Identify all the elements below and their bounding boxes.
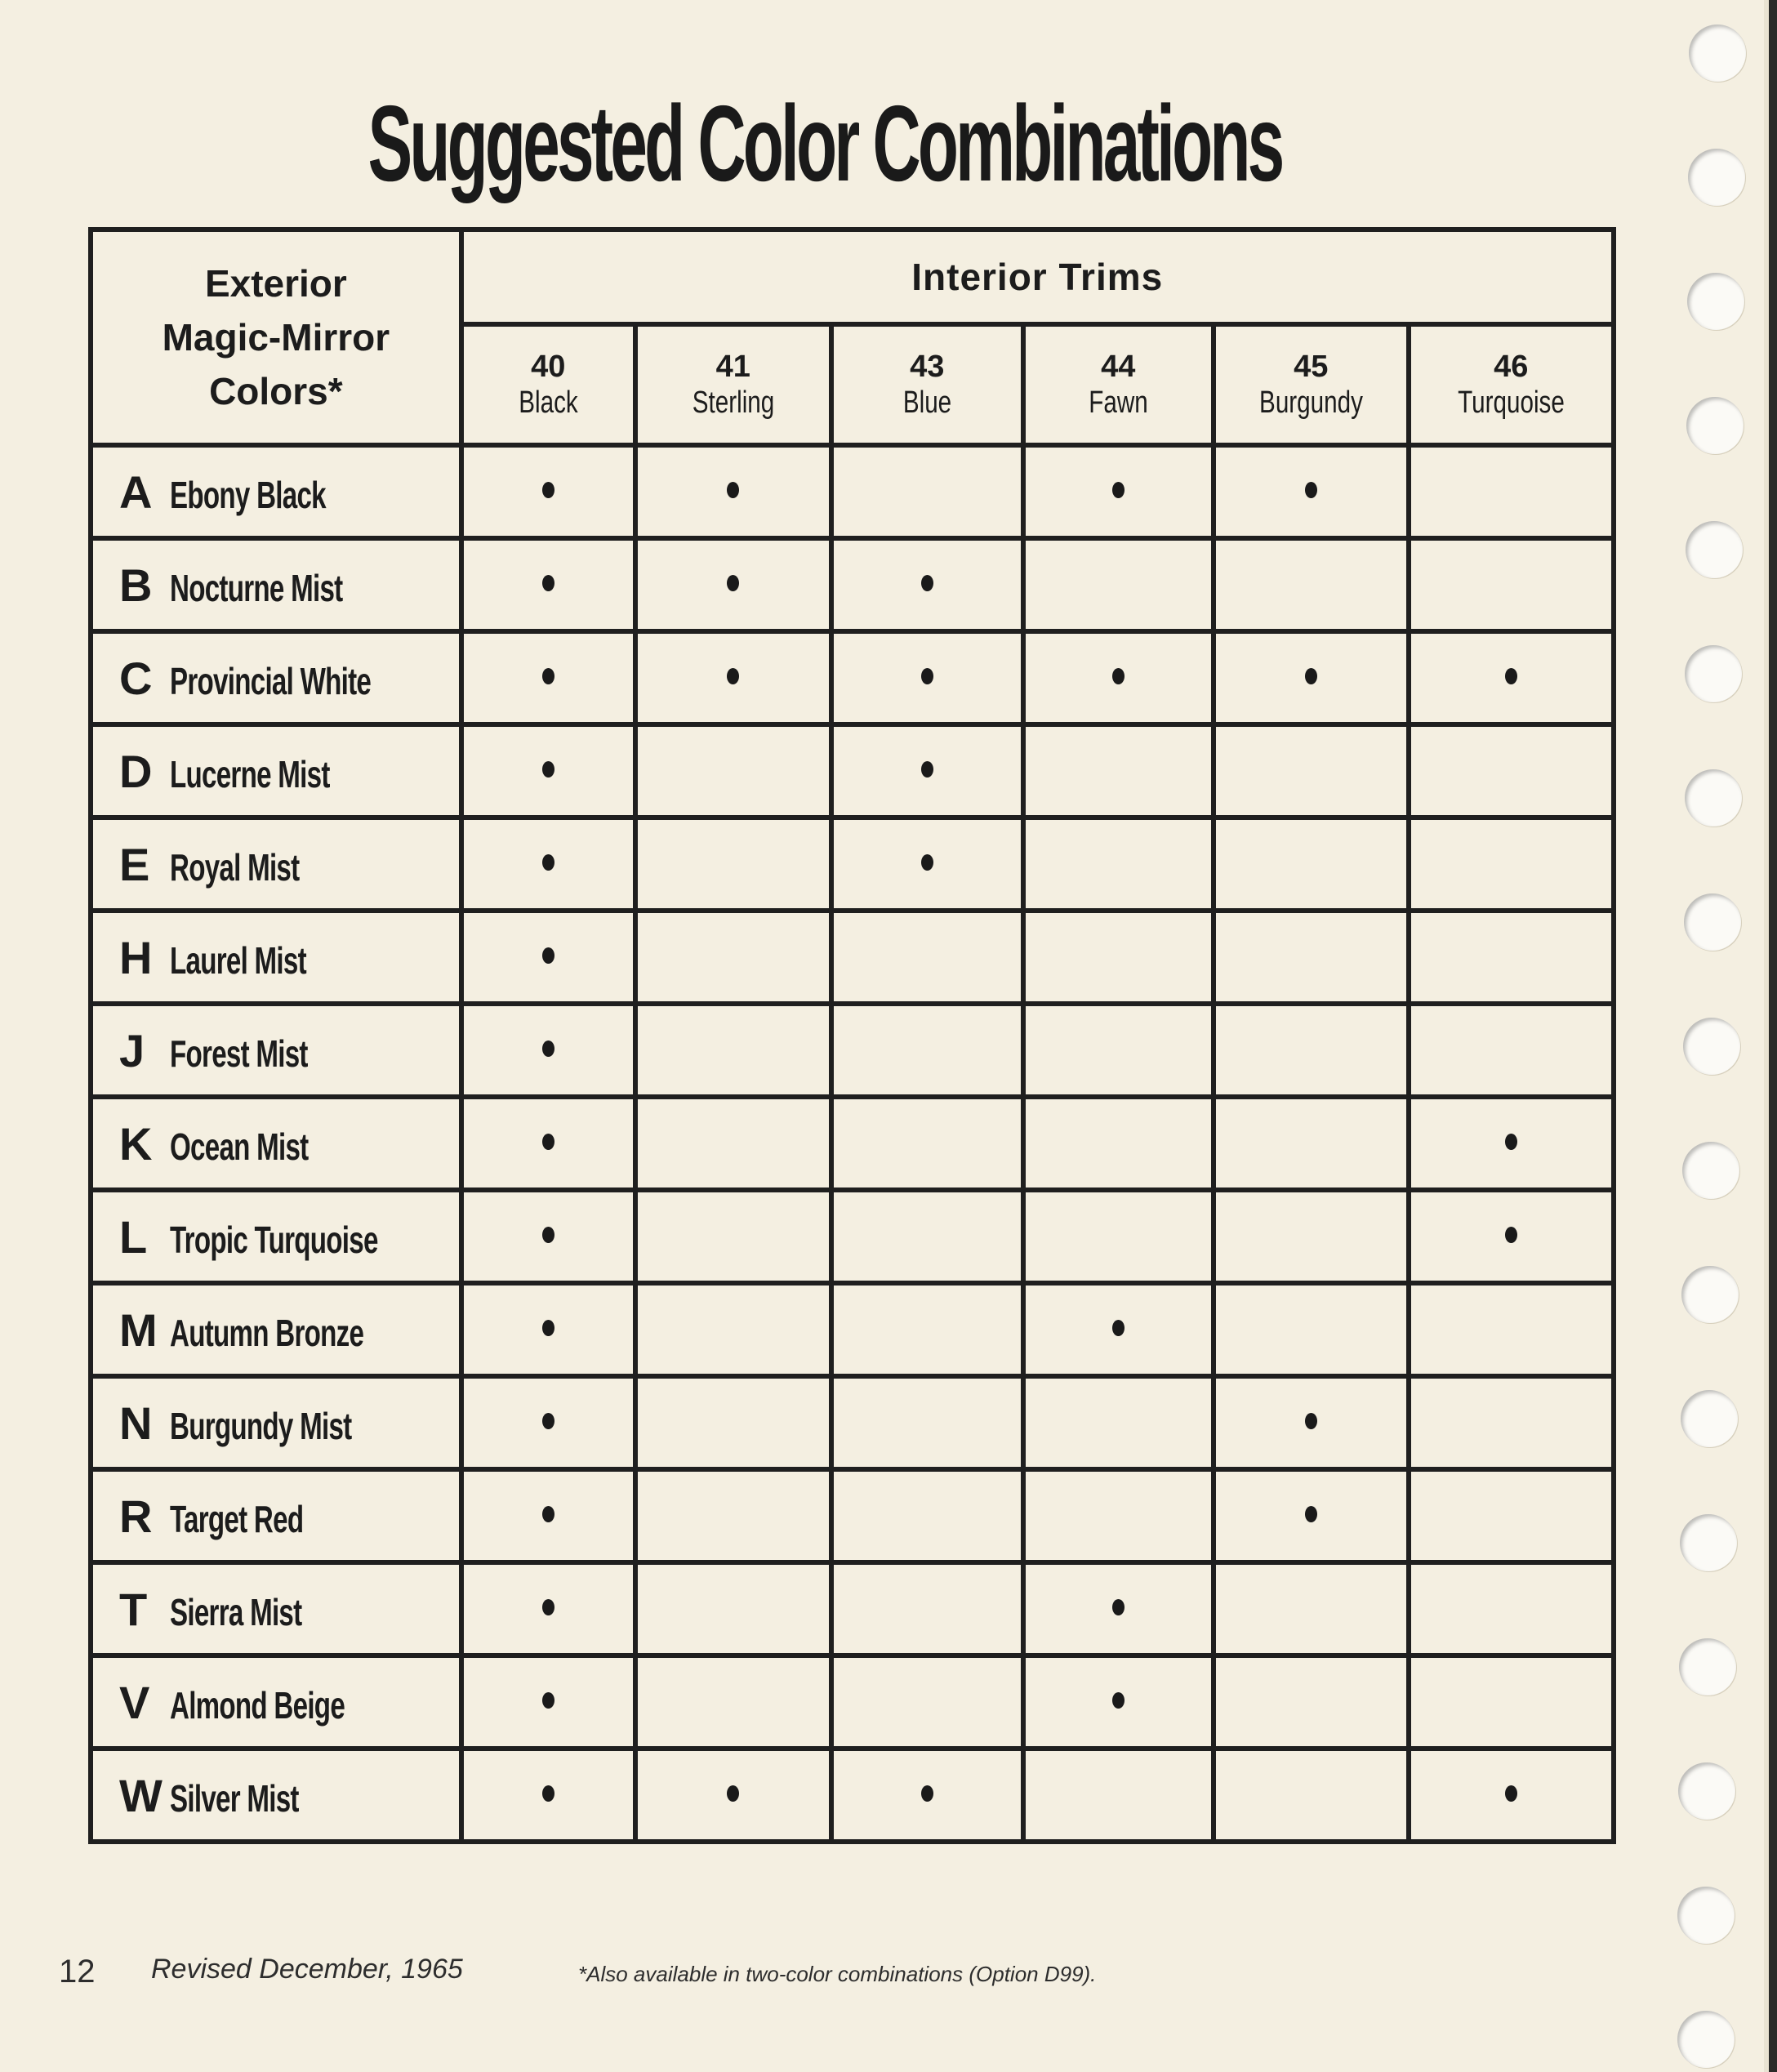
combination-cell xyxy=(635,1376,831,1469)
color-name: Forest Mist xyxy=(170,1032,308,1075)
dot-mark-icon xyxy=(542,947,554,964)
combination-cell xyxy=(1023,631,1214,724)
dot-mark-icon xyxy=(921,854,933,871)
table-row xyxy=(91,724,1614,818)
combination-cell xyxy=(635,1655,831,1749)
exterior-color-label xyxy=(91,1562,461,1655)
trim-name: Fawn xyxy=(1088,385,1148,420)
color-name: Ocean Mist xyxy=(170,1125,309,1168)
header-line: Colors* xyxy=(209,370,343,412)
dot-mark-icon xyxy=(1112,1320,1125,1336)
color-code: D xyxy=(119,745,153,797)
dot-mark-icon xyxy=(921,668,933,684)
combination-cell xyxy=(635,1004,831,1097)
trim-name: Burgundy xyxy=(1258,385,1363,420)
exterior-color-label xyxy=(91,724,461,818)
binder-hole xyxy=(1679,1638,1736,1695)
color-name: Lucerne Mist xyxy=(170,752,330,795)
binder-hole xyxy=(1680,1514,1737,1571)
table-row xyxy=(91,911,1614,1004)
exterior-color-label xyxy=(91,1283,461,1376)
dot-mark-icon xyxy=(542,575,554,591)
dot-mark-icon xyxy=(542,1134,554,1150)
binder-hole xyxy=(1689,25,1746,82)
combination-cell xyxy=(1023,538,1214,631)
column-header-blue xyxy=(831,324,1023,445)
combination-cell xyxy=(461,1655,635,1749)
color-name: Tropic Turquoise xyxy=(170,1218,378,1261)
combination-cell xyxy=(831,1562,1023,1655)
combination-cell xyxy=(831,1655,1023,1749)
combination-cell xyxy=(831,1004,1023,1097)
combination-cell xyxy=(1409,1562,1614,1655)
combination-cell xyxy=(635,1562,831,1655)
table-row xyxy=(91,1655,1614,1749)
combination-cell xyxy=(1214,445,1409,538)
combination-cell xyxy=(461,1469,635,1562)
combination-cell xyxy=(831,1749,1023,1842)
combination-cell xyxy=(1214,911,1409,1004)
dot-mark-icon xyxy=(542,1040,554,1057)
combination-cell xyxy=(635,631,831,724)
combination-cell xyxy=(831,1097,1023,1190)
binder-hole xyxy=(1686,521,1743,578)
combination-cell xyxy=(1214,631,1409,724)
dot-mark-icon xyxy=(542,1320,554,1336)
combination-cell xyxy=(1023,1283,1214,1376)
combination-cell xyxy=(1214,1562,1409,1655)
binder-hole xyxy=(1686,397,1744,454)
dot-mark-icon xyxy=(1305,668,1317,684)
dot-mark-icon xyxy=(1305,1506,1317,1522)
combination-cell xyxy=(1409,818,1614,911)
combination-cell xyxy=(461,1749,635,1842)
table-row xyxy=(91,1469,1614,1562)
table-row xyxy=(91,631,1614,724)
combination-cell xyxy=(831,631,1023,724)
color-name: Target Red xyxy=(170,1497,304,1540)
combination-cell xyxy=(461,1376,635,1469)
trim-name: Sterling xyxy=(692,385,774,420)
trim-name: Turquoise xyxy=(1457,385,1565,420)
revised-date: Revised December, 1965 xyxy=(151,1954,463,1985)
combination-cell xyxy=(461,1097,635,1190)
combination-cell xyxy=(1023,1097,1214,1190)
exterior-color-label xyxy=(91,1655,461,1749)
trim-code: 40 xyxy=(531,350,566,384)
exterior-colors-header xyxy=(91,229,461,445)
color-code: J xyxy=(119,1024,145,1076)
color-name: Ebony Black xyxy=(170,473,326,516)
binder-hole xyxy=(1677,1887,1735,1944)
dot-mark-icon xyxy=(542,1227,554,1243)
color-name: Silver Mist xyxy=(170,1776,299,1820)
combination-cell xyxy=(1409,1749,1614,1842)
binder-hole xyxy=(1681,1266,1739,1323)
combination-cell xyxy=(831,1190,1023,1283)
column-header-fawn xyxy=(1023,324,1214,445)
combination-cell xyxy=(1409,911,1614,1004)
binder-hole xyxy=(1685,769,1742,827)
page-edge xyxy=(1769,0,1777,2072)
table-row xyxy=(91,445,1614,538)
combination-cell xyxy=(1409,1004,1614,1097)
combination-cell xyxy=(1023,1562,1214,1655)
combination-cell xyxy=(461,1004,635,1097)
binder-hole xyxy=(1683,1018,1740,1075)
column-header-sterling xyxy=(635,324,831,445)
trim-code: 45 xyxy=(1294,350,1329,384)
color-name: Laurel Mist xyxy=(170,938,306,982)
combination-cell xyxy=(1214,1004,1409,1097)
table-row xyxy=(91,1749,1614,1842)
binder-hole xyxy=(1682,1142,1739,1199)
table-row xyxy=(91,1097,1614,1190)
table-row xyxy=(91,1562,1614,1655)
combination-cell xyxy=(1214,1190,1409,1283)
color-code: B xyxy=(119,559,153,611)
combination-cell xyxy=(635,1283,831,1376)
combination-cell xyxy=(1409,631,1614,724)
dot-mark-icon xyxy=(542,668,554,684)
color-code: H xyxy=(119,931,153,983)
color-name: Provincial White xyxy=(170,659,372,702)
exterior-color-label xyxy=(91,631,461,724)
dot-mark-icon xyxy=(1112,1599,1125,1615)
combination-cell xyxy=(461,1190,635,1283)
dot-mark-icon xyxy=(921,761,933,778)
combination-cell xyxy=(1023,1004,1214,1097)
combination-cell xyxy=(831,538,1023,631)
header-line: Magic-Mirror xyxy=(162,316,390,359)
page-title: Suggested Color Combinations xyxy=(367,83,1282,203)
combination-cell xyxy=(1214,1469,1409,1562)
color-name: Autumn Bronze xyxy=(170,1311,364,1354)
combination-cell xyxy=(1023,1655,1214,1749)
exterior-color-label xyxy=(91,1376,461,1469)
color-code: T xyxy=(119,1583,148,1635)
dot-mark-icon xyxy=(542,1506,554,1522)
dot-mark-icon xyxy=(542,761,554,778)
combination-cell xyxy=(831,1376,1023,1469)
color-name: Nocturne Mist xyxy=(170,566,343,609)
combination-cell xyxy=(1409,1469,1614,1562)
combination-cell xyxy=(831,1283,1023,1376)
trim-code: 43 xyxy=(910,350,945,384)
combination-cell xyxy=(831,445,1023,538)
dot-mark-icon xyxy=(727,482,739,498)
combination-cell xyxy=(461,818,635,911)
binder-hole xyxy=(1684,893,1741,951)
binder-hole xyxy=(1681,1390,1738,1447)
combination-cell xyxy=(1214,1097,1409,1190)
combination-cell xyxy=(635,911,831,1004)
combination-cell xyxy=(1023,911,1214,1004)
dot-mark-icon xyxy=(1505,668,1517,684)
combination-cell xyxy=(1409,538,1614,631)
combination-cell xyxy=(461,724,635,818)
combination-cell xyxy=(831,1469,1023,1562)
dot-mark-icon xyxy=(542,482,554,498)
combination-cell xyxy=(461,1562,635,1655)
exterior-color-label xyxy=(91,1004,461,1097)
combination-cell xyxy=(1023,1190,1214,1283)
exterior-color-label xyxy=(91,538,461,631)
combination-cell xyxy=(461,911,635,1004)
dot-mark-icon xyxy=(542,854,554,871)
combination-cell xyxy=(461,631,635,724)
exterior-color-label xyxy=(91,818,461,911)
interior-trims-header: Interior Trims xyxy=(461,229,1614,324)
combination-cell xyxy=(635,818,831,911)
dot-mark-icon xyxy=(542,1413,554,1429)
dot-mark-icon xyxy=(727,668,739,684)
combination-cell xyxy=(1409,445,1614,538)
table-row xyxy=(91,538,1614,631)
color-code: M xyxy=(119,1303,158,1356)
combination-cell xyxy=(1214,538,1409,631)
combination-cell xyxy=(635,1469,831,1562)
color-code: R xyxy=(119,1490,153,1542)
trim-name: Black xyxy=(518,385,578,420)
footnote: *Also available in two-color combinations (Option D99). xyxy=(578,1962,1097,1986)
combination-cell xyxy=(1409,1190,1614,1283)
color-code: K xyxy=(119,1117,153,1170)
combination-cell xyxy=(831,911,1023,1004)
binder-hole xyxy=(1685,645,1742,702)
combination-cell xyxy=(1023,818,1214,911)
combination-cell xyxy=(461,1283,635,1376)
dot-mark-icon xyxy=(1305,1413,1317,1429)
combination-cell xyxy=(1409,1376,1614,1469)
combination-cell xyxy=(461,445,635,538)
dot-mark-icon xyxy=(1112,668,1125,684)
dot-mark-icon xyxy=(1112,482,1125,498)
dot-mark-icon xyxy=(727,575,739,591)
dot-mark-icon xyxy=(1505,1785,1517,1802)
binder-hole xyxy=(1688,149,1745,206)
combination-cell xyxy=(1023,1469,1214,1562)
header-line: Exterior xyxy=(204,262,347,305)
combination-cell xyxy=(1023,1376,1214,1469)
column-header-black xyxy=(461,324,635,445)
combination-cell xyxy=(1409,1283,1614,1376)
combination-cell xyxy=(1214,1655,1409,1749)
combination-cell xyxy=(1214,818,1409,911)
combination-cell xyxy=(1409,724,1614,818)
table-row xyxy=(91,1004,1614,1097)
combination-cell xyxy=(1023,445,1214,538)
exterior-color-label xyxy=(91,1097,461,1190)
dot-mark-icon xyxy=(921,1785,933,1802)
combination-cell xyxy=(1214,724,1409,818)
color-code: V xyxy=(119,1676,150,1728)
trim-code: 41 xyxy=(715,350,750,384)
color-code: C xyxy=(119,652,153,704)
color-code: L xyxy=(119,1210,148,1263)
combination-cell xyxy=(635,445,831,538)
table-row xyxy=(91,1190,1614,1283)
column-header-burgundy xyxy=(1214,324,1409,445)
dot-mark-icon xyxy=(1505,1134,1517,1150)
combination-cell xyxy=(635,1097,831,1190)
table-row xyxy=(91,1283,1614,1376)
combination-cell xyxy=(831,818,1023,911)
color-code: W xyxy=(119,1769,163,1821)
dot-mark-icon xyxy=(1305,482,1317,498)
column-header-turquoise xyxy=(1409,324,1614,445)
exterior-color-label xyxy=(91,1469,461,1562)
dot-mark-icon xyxy=(542,1692,554,1709)
combination-cell xyxy=(1409,1655,1614,1749)
table-body xyxy=(91,445,1614,1842)
trim-code: 46 xyxy=(1494,350,1529,384)
combination-cell xyxy=(635,1749,831,1842)
exterior-color-label xyxy=(91,445,461,538)
dot-mark-icon xyxy=(1505,1227,1517,1243)
exterior-color-label xyxy=(91,911,461,1004)
binder-hole xyxy=(1678,1762,1735,1820)
combination-cell xyxy=(1023,1749,1214,1842)
combination-cell xyxy=(831,724,1023,818)
binder-hole xyxy=(1677,2011,1735,2068)
combination-cell xyxy=(1023,724,1214,818)
page-number: 12 xyxy=(59,1954,96,1990)
dot-mark-icon xyxy=(727,1785,739,1802)
combination-cell xyxy=(635,1190,831,1283)
color-name: Royal Mist xyxy=(170,845,300,889)
color-combination-table xyxy=(88,227,1616,1844)
combination-cell xyxy=(1214,1376,1409,1469)
combination-cell xyxy=(1214,1283,1409,1376)
combination-cell xyxy=(1214,1749,1409,1842)
exterior-color-label xyxy=(91,1190,461,1283)
color-name: Burgundy Mist xyxy=(170,1404,352,1447)
trim-code: 44 xyxy=(1101,350,1136,384)
dot-mark-icon xyxy=(542,1785,554,1802)
table-row xyxy=(91,1376,1614,1469)
combination-cell xyxy=(635,724,831,818)
color-name: Almond Beige xyxy=(170,1683,345,1727)
combination-cell xyxy=(461,538,635,631)
color-code: A xyxy=(119,466,153,518)
trim-name: Blue xyxy=(902,385,951,420)
combination-cell xyxy=(635,538,831,631)
dot-mark-icon xyxy=(1112,1692,1125,1709)
combination-cell xyxy=(1409,1097,1614,1190)
table-row xyxy=(91,818,1614,911)
exterior-color-label xyxy=(91,1749,461,1842)
color-name: Sierra Mist xyxy=(170,1590,302,1633)
dot-mark-icon xyxy=(542,1599,554,1615)
color-code: N xyxy=(119,1397,153,1449)
binder-hole xyxy=(1687,273,1744,330)
dot-mark-icon xyxy=(921,575,933,591)
color-code: E xyxy=(119,838,150,890)
